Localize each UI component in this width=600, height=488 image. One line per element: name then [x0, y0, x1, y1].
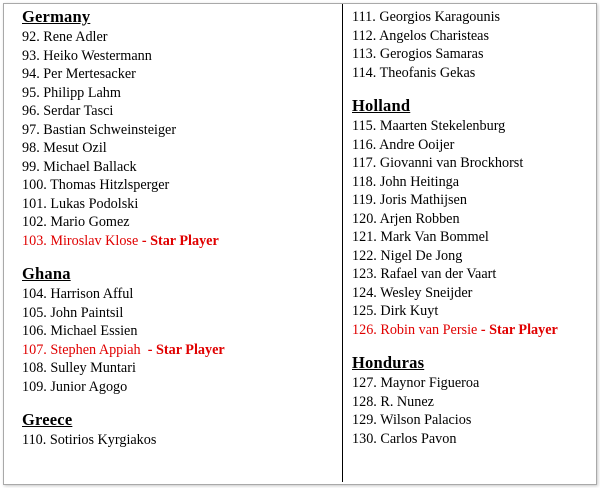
player-name: 92. Rene Adler [22, 29, 108, 45]
star-player-row [22, 341, 340, 360]
player-name: 110. Sotirios Kyrgiakos [22, 432, 157, 448]
player-name: 130. Carlos Pavon [352, 430, 457, 447]
player-name: 117. Giovanni van Brockhorst [352, 155, 524, 171]
player-name: 93. Heiko Westermann [22, 47, 152, 64]
player-row [22, 28, 340, 47]
player-name: 115. Maarten Stekelenburg [352, 118, 506, 134]
player-row [22, 304, 340, 323]
player-row [352, 45, 597, 64]
player-row [22, 378, 340, 397]
star-player-label: - Star Player [140, 341, 225, 358]
section-gap [352, 82, 597, 97]
player-row [22, 121, 340, 140]
player-name: 98. Mesut Ozil [22, 140, 107, 156]
player-row [352, 393, 597, 412]
star-player-label: - Star Player [477, 321, 558, 338]
player-name: 118. John Heitinga [352, 173, 460, 190]
player-name: 111. Georgios Karagounis [352, 9, 501, 25]
left-column [22, 8, 340, 450]
country-heading: Ghana [22, 264, 71, 283]
player-name: 124. Wesley Sneijder [352, 284, 473, 301]
player-name: 107. Stephen Appiah [22, 341, 141, 358]
player-name: 103. Miroslav Klose [22, 232, 139, 249]
country-heading: Honduras [352, 353, 425, 372]
player-row [22, 102, 340, 121]
player-name: 113. Gerogios Samaras [352, 46, 484, 62]
player-name: 94. Per Mertesacker [22, 66, 136, 82]
player-name: 126. Robin van Persie [352, 321, 478, 338]
player-name: 109. Junior Agogo [22, 378, 128, 395]
player-name: 108. Sulley Muntari [22, 360, 136, 376]
player-row [22, 285, 340, 304]
player-row [352, 374, 597, 393]
player-row [352, 302, 597, 321]
country-section-holland [352, 97, 597, 339]
country-section-continued [352, 8, 597, 82]
column-divider [342, 4, 343, 482]
player-row [22, 431, 340, 450]
player-row [352, 64, 597, 83]
player-name: 123. Rafael van der Vaart [352, 266, 497, 282]
country-heading: Germany [22, 7, 91, 26]
star-player-row [22, 232, 340, 251]
player-name: 102. Mario Gomez [22, 214, 130, 230]
country-heading: Greece [22, 410, 73, 429]
country-section-honduras [352, 354, 597, 448]
player-row [352, 247, 597, 266]
player-row [22, 176, 340, 195]
player-name: 120. Arjen Robben [352, 210, 460, 227]
player-row [22, 139, 340, 158]
player-name: 112. Angelos Charisteas [352, 27, 489, 44]
player-row [22, 47, 340, 66]
player-name: 95. Philipp Lahm [22, 84, 121, 101]
player-row [352, 284, 597, 303]
player-name: 97. Bastian Schweinsteiger [22, 121, 177, 138]
player-name: 127. Maynor Figueroa [352, 375, 480, 391]
player-row [352, 154, 597, 173]
country-section-ghana [22, 265, 340, 396]
star-player-label: - Star Player [138, 232, 219, 249]
player-name: 121. Mark Van Bommel [352, 229, 489, 245]
player-name: 128. R. Nunez [352, 393, 434, 410]
player-row [22, 359, 340, 378]
player-row [22, 65, 340, 84]
player-name: 122. Nigel De Jong [352, 247, 463, 264]
player-name: 105. John Paintsil [22, 304, 124, 321]
player-row [22, 84, 340, 103]
player-row [352, 136, 597, 155]
player-name: 119. Joris Mathijsen [352, 192, 467, 208]
player-row [22, 213, 340, 232]
player-name: 96. Serdar Tasci [22, 103, 114, 119]
player-row [22, 322, 340, 341]
section-gap [352, 339, 597, 354]
player-row [352, 411, 597, 430]
player-row [352, 210, 597, 229]
player-name: 100. Thomas Hitzlsperger [22, 177, 170, 193]
country-section-germany [22, 8, 340, 250]
player-name: 106. Michael Essien [22, 323, 138, 339]
player-name: 114. Theofanis Gekas [352, 64, 476, 81]
player-row [352, 27, 597, 46]
player-name: 125. Dirk Kuyt [352, 303, 439, 319]
section-gap [22, 250, 340, 265]
player-name: 99. Michael Ballack [22, 158, 137, 175]
player-name: 129. Wilson Palacios [352, 412, 472, 428]
section-gap [22, 396, 340, 411]
player-row [22, 158, 340, 177]
player-name: 116. Andre Ooijer [352, 136, 455, 153]
star-player-row [352, 321, 597, 340]
player-row [352, 191, 597, 210]
player-row [352, 8, 597, 27]
right-column [352, 8, 597, 448]
player-row [352, 265, 597, 284]
country-heading: Holland [352, 96, 411, 115]
country-section-greece [22, 411, 340, 450]
player-row [352, 430, 597, 449]
player-name: 104. Harrison Afful [22, 286, 134, 302]
player-row [352, 228, 597, 247]
player-name: 101. Lukas Podolski [22, 195, 139, 212]
player-row [352, 117, 597, 136]
player-row [352, 173, 597, 192]
player-row [22, 195, 340, 214]
